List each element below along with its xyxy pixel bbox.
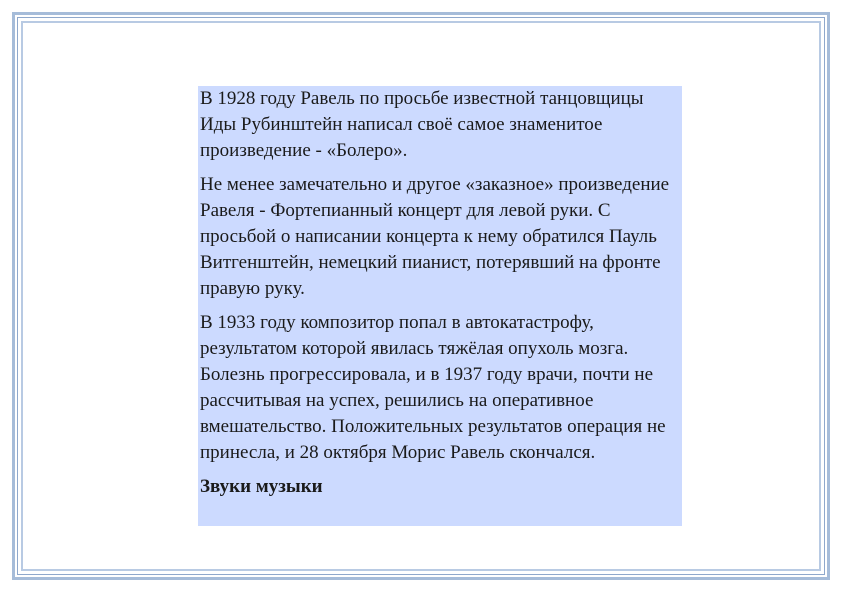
section-heading: Звуки музыки [200, 476, 323, 497]
paragraph-bolero: В 1928 году Равель по просьбе известной танцовщицы Иды Рубинштейн написал своё самое знаменитое произведение - «Болеро». [200, 88, 644, 161]
paragraph-accident: В 1933 году композитор попал в автокатастрофу, результатом которой явилась тяжёлая опухоль мозга. Болезнь прогрессировала, и в 1937 году врачи, почти не рассчитывая на успех, решились на оперативное вмешательство. Положительных результатов операция не принесла, и 28 октября Морис Равель скончался. [200, 312, 666, 463]
text-box [198, 86, 682, 526]
paragraph-piano-concerto: Не менее замечательно и другое «заказное» произведение Равеля - Фортепианный концерт для левой руки. С просьбой о написании концерта к нему обратился Пауль Витгенштейн, немецкий пианист, потерявший на фронте правую руку. [200, 174, 670, 299]
